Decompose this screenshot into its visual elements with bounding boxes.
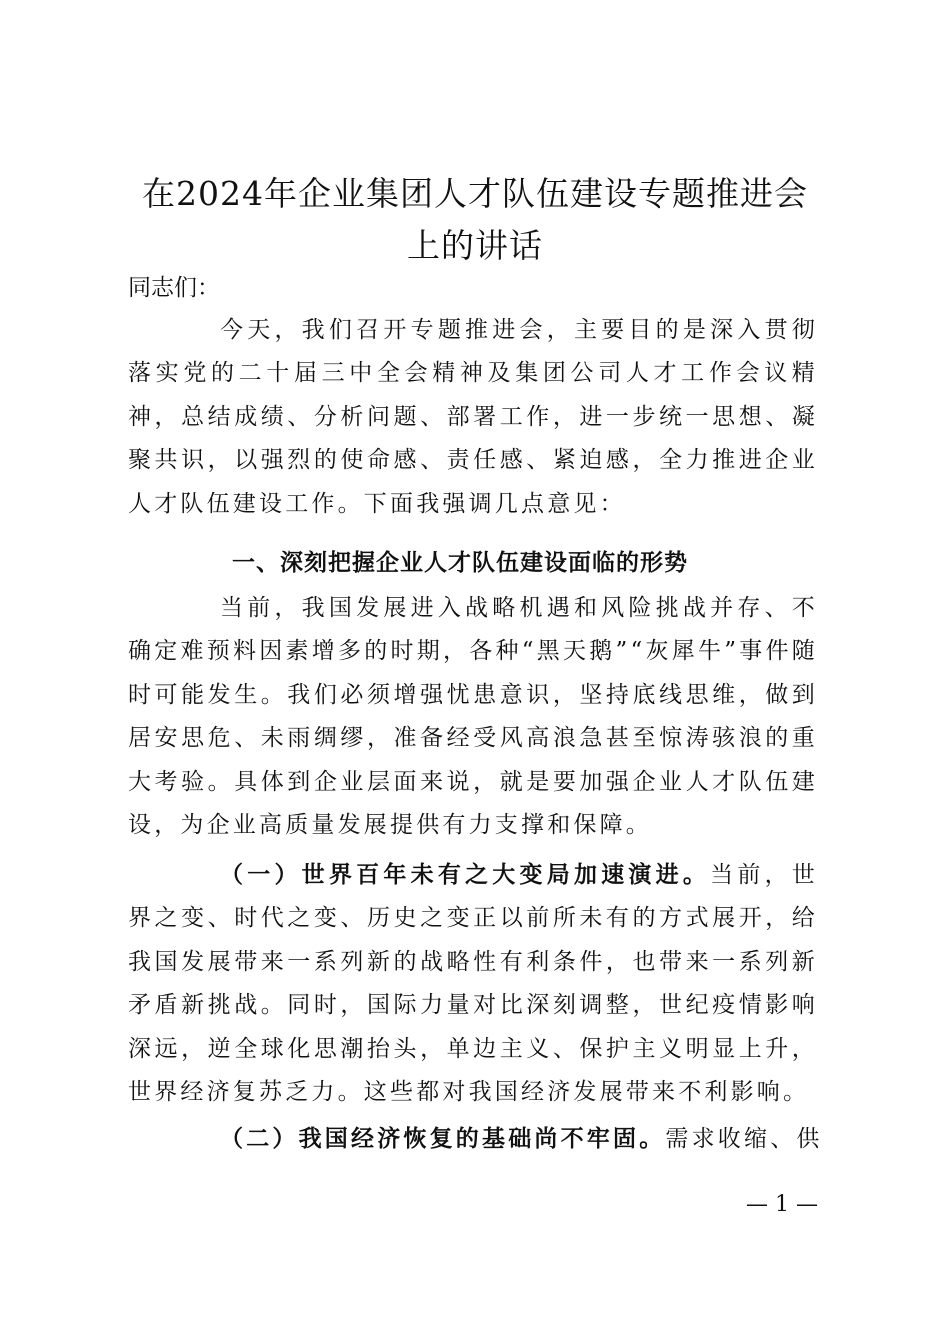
page-number: — 1 — (746, 1192, 818, 1217)
title-line-2: 上的讲话 (407, 226, 543, 265)
subsection-1-paragraph (128, 853, 818, 1114)
intro-paragraph: 今天，我们召开专题推进会，主要目的是深入贯彻落实党的二十届三中全会精神及集团公司人才工作会议精神，总结成绩、分析问题、部署工作，进一步统一思想、凝聚共识，以强烈的使命感、责任感、紧迫感，全力推进企业人才队伍建设工作。下面我强调几点意见： (128, 317, 818, 517)
subsection-1-heading: （一）世界百年未有之大变局加速演进。 (220, 861, 711, 888)
subsection-1-text: 当前，世界之变、时代之变、历史之变正以前所未有的方式展开，给我国发展带来一系列新的战略性有利条件，也带来一系列新矛盾新挑战。同时，国际力量对比深刻调整，世纪疫情影响深远，逆全球化思潮抬头，单边主义、保护主义明显上升，世界经济复苏乏力。这些都对我国经济发展带来不利影响。 (128, 862, 818, 1106)
subsection-2-text: 需求收缩、供 (665, 1126, 823, 1152)
document-title (120, 168, 830, 272)
section-1-heading: 一、深刻把握企业人才队伍建设面临的形势 (232, 550, 688, 576)
subsection-2-heading: （二）我国经济恢复的基础尚不牢固。 (220, 1125, 666, 1152)
subsection-2-paragraph (128, 1117, 823, 1161)
title-line-1: 在2024年企业集团人才队伍建设专题推进会 (142, 174, 808, 213)
section-1-paragraph: 当前，我国发展进入战略机遇和风险挑战并存、不确定难预料因素增多的时期，各种“黑天鹅”“灰犀牛”事件随时可能发生。我们必须增强忧患意识，坚持底线思维，做到居安思危、未雨绸缪，准备经受风高浪急甚至惊涛骇浪的重大考验。具体到企业层面来说，就是要加强企业人才队伍建设，为企业高质量发展提供有力支撑和保障。 (128, 595, 818, 839)
salutation: 同志们： (128, 275, 220, 301)
